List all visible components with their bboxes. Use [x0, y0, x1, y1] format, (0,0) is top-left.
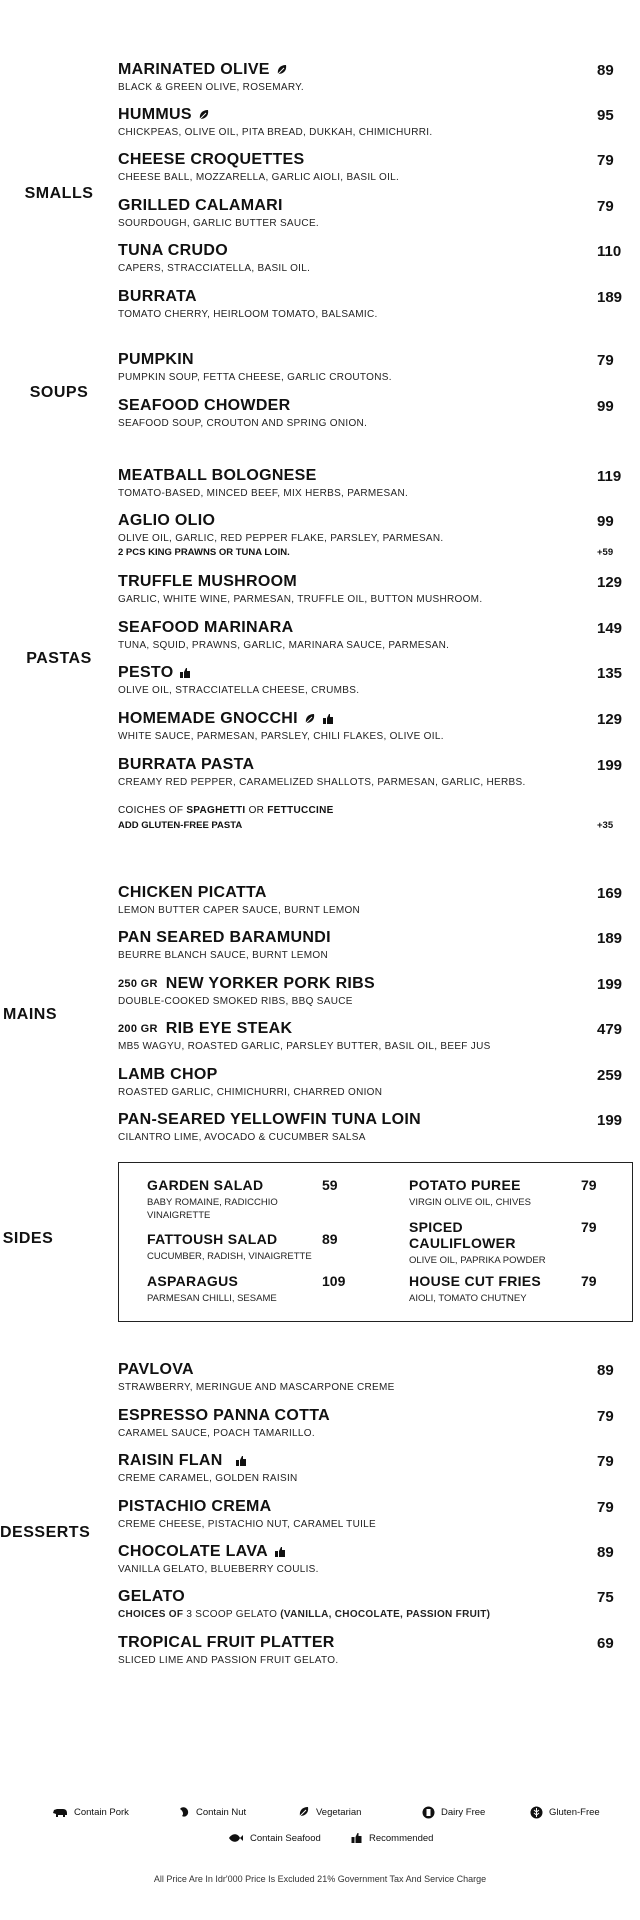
vegetarian-icon	[276, 64, 288, 76]
item-desc: DOUBLE-COOKED SMOKED RIBS, BBQ SAUCE	[118, 996, 353, 1007]
menu-item	[118, 928, 633, 961]
side-price: 79	[581, 1219, 597, 1235]
menu-item	[118, 1065, 633, 1098]
note-fettuccine: FETTUCCINE	[267, 805, 334, 816]
item-desc: TOMATO CHERRY, HEIRLOOM TOMATO, BALSAMIC.	[118, 309, 378, 320]
item-name: CHICKEN PICATTA	[118, 884, 267, 901]
item-desc: CREAMY RED PEPPER, CARAMELIZED SHALLOTS, PARMESAN, GARLIC, HERBS.	[118, 777, 526, 788]
item-name: LAMB CHOP	[118, 1066, 218, 1083]
item-price: 189	[597, 929, 623, 947]
side-name: FATTOUSH SALAD	[147, 1231, 278, 1247]
side-price: 59	[322, 1177, 338, 1193]
item-name: MARINATED OLIVE	[118, 61, 270, 78]
item-desc: VANILLA GELATO, BLUEBERRY COULIS.	[118, 1564, 319, 1575]
item-price: 110	[597, 242, 622, 260]
side-desc: OLIVE OIL, PAPRIKA POWDER	[409, 1255, 546, 1266]
item-name: MEATBALL BOLOGNESE	[118, 467, 317, 484]
recommended-icon	[350, 1832, 363, 1844]
item-desc: CREME CHEESE, PISTACHIO NUT, CARAMEL TUILE	[118, 1519, 377, 1530]
item-price: 169	[597, 884, 623, 902]
item-desc: CARAMEL SAUCE, POACH TAMARILLO.	[118, 1428, 315, 1439]
menu-item	[118, 883, 633, 916]
vegetarian-icon	[198, 109, 210, 121]
menu-item	[118, 1451, 633, 1484]
section-label-soups: SOUPS	[29, 384, 89, 401]
side-item	[147, 1177, 367, 1222]
item-name: SEAFOOD CHOWDER	[118, 397, 291, 414]
footer-note: All Price Are In Idr'000 Price Is Excluded 21% Government Tax And Service Charge	[153, 1874, 487, 1884]
item-price: 75	[597, 1588, 614, 1606]
section-label-pastas: PASTAS	[26, 650, 92, 667]
item-name: SEAFOOD MARINARA	[118, 619, 294, 636]
item-name: HOMEMADE GNOCCHI	[118, 710, 298, 727]
side-desc: BABY ROMAINE, RADICCHIO VINAIGRETTE	[147, 1197, 278, 1221]
item-name: RAISIN FLAN	[118, 1452, 223, 1469]
item-name: GELATO	[118, 1588, 185, 1605]
item-name: TUNA CRUDO	[118, 242, 228, 259]
legend-recommended	[350, 1832, 433, 1844]
menu-item	[118, 974, 633, 1007]
gluten-free-price: +35	[597, 820, 614, 831]
item-desc: CHEESE BALL, MOZZARELLA, GARLIC AIOLI, BASIL OIL.	[118, 172, 400, 183]
recommended-icon	[322, 713, 334, 725]
desc-part: 3 SCOOP GELATO	[186, 1609, 278, 1620]
item-desc: OLIVE OIL, STRACCIATELLA CHEESE, CRUMBS.	[118, 685, 360, 696]
item-desc: ROASTED GARLIC, CHIMICHURRI, CHARRED ONION	[118, 1087, 383, 1098]
item-name: CHEESE CROQUETTES	[118, 151, 305, 168]
side-price: 109	[322, 1273, 346, 1289]
legend-vegetarian	[298, 1806, 361, 1818]
item-desc	[118, 1609, 633, 1620]
item-name: PAVLOVA	[118, 1361, 194, 1378]
sides-box	[118, 1162, 633, 1322]
item-desc: CHICKPEAS, OLIVE OIL, PITA BREAD, DUKKAH, CHIMICHURRI.	[118, 127, 433, 138]
item-addon-price: +59	[597, 547, 614, 558]
side-item	[147, 1231, 367, 1263]
section-label-mains: MAINS	[2, 1006, 58, 1023]
side-item	[409, 1177, 629, 1209]
side-item	[147, 1273, 367, 1305]
item-price: 135	[597, 664, 623, 682]
item-desc: SLICED LIME AND PASSION FRUIT GELATO.	[118, 1655, 339, 1666]
desc-part: CHOICES OF	[118, 1609, 187, 1620]
item-price: 199	[597, 975, 623, 993]
item-name: NEW YORKER PORK RIBS	[165, 975, 375, 992]
item-price: 129	[597, 573, 623, 591]
legend-label: Contain Seafood	[250, 1832, 321, 1844]
side-price: 79	[581, 1273, 597, 1289]
dairy-free-icon	[422, 1806, 435, 1819]
item-desc: CILANTRO LIME, AVOCADO & CUCUMBER SALSA	[118, 1132, 366, 1143]
gluten-free-addon: ADD GLUTEN-FREE PASTA	[118, 820, 243, 831]
side-item	[409, 1273, 629, 1305]
side-desc: CUCUMBER, RADISH, VINAIGRETTE	[147, 1251, 312, 1262]
menu-item	[118, 1587, 633, 1620]
item-price: 199	[597, 756, 623, 774]
item-price: 189	[597, 288, 623, 306]
item-price: 99	[597, 512, 614, 530]
menu-item	[118, 1019, 633, 1052]
legend-label: Recommended	[369, 1832, 434, 1844]
vegetarian-icon	[304, 713, 316, 725]
legend-pork	[52, 1806, 129, 1818]
legend-label: Contain Pork	[74, 1806, 129, 1818]
item-name: AGLIO OLIO	[118, 512, 216, 529]
item-name: ESPRESSO PANNA COTTA	[118, 1407, 330, 1424]
menu-item	[118, 1633, 633, 1666]
side-price: 79	[581, 1177, 597, 1193]
menu-item	[118, 572, 633, 605]
item-desc: GARLIC, WHITE WINE, PARMESAN, TRUFFLE OIL, BUTTON MUSHROOM.	[118, 594, 483, 605]
item-price: 89	[597, 61, 614, 79]
item-price: 149	[597, 619, 623, 637]
item-desc: CAPERS, STRACCIATELLA, BASIL OIL.	[118, 263, 311, 274]
menu-item	[118, 1542, 633, 1575]
recommended-icon	[274, 1546, 286, 1558]
item-desc: PUMPKIN SOUP, FETTA CHEESE, GARLIC CROUTONS.	[118, 372, 392, 383]
legend-label: Gluten-Free	[549, 1807, 600, 1818]
item-addon: 2 PCS KING PRAWNS OR TUNA LOIN.	[118, 547, 290, 558]
recommended-icon	[179, 667, 191, 679]
menu-item	[118, 287, 633, 320]
side-desc: VIRGIN OLIVE OIL, CHIVES	[409, 1197, 531, 1208]
item-name: BURRATA	[118, 288, 197, 305]
item-name: RIB EYE STEAK	[165, 1020, 293, 1037]
legend-label: Contain Nut	[196, 1806, 247, 1818]
menu-item	[118, 755, 633, 788]
side-price: 89	[322, 1231, 338, 1247]
item-weight: 250 GR	[118, 978, 158, 990]
menu-item	[118, 1497, 633, 1530]
item-name: TROPICAL FRUIT PLATTER	[118, 1634, 335, 1651]
menu-item	[118, 396, 633, 429]
item-desc: LEMON BUTTER CAPER SAUCE, BURNT LEMON	[118, 905, 361, 916]
side-desc: AIOLI, TOMATO CHUTNEY	[409, 1293, 527, 1304]
section-label-desserts: DESSERTS	[0, 1524, 91, 1541]
menu-item	[118, 1360, 633, 1393]
item-name: CHOCOLATE LAVA	[118, 1543, 268, 1560]
item-desc: MB5 WAGYU, ROASTED GARLIC, PARSLEY BUTTER, BASIL OIL, BEEF JUS	[118, 1041, 491, 1052]
item-price: 89	[597, 1361, 614, 1379]
side-name: SPICED CAULIFLOWER	[409, 1219, 516, 1251]
item-price: 79	[597, 197, 614, 215]
item-name: HUMMUS	[118, 106, 192, 123]
item-desc: TUNA, SQUID, PRAWNS, GARLIC, MARINARA SAUCE, PARMESAN.	[118, 640, 450, 651]
section-label-smalls: SMALLS	[24, 185, 94, 202]
side-name: POTATO PUREE	[409, 1177, 521, 1193]
item-desc: OLIVE OIL, GARLIC, RED PEPPER FLAKE, PARSLEY, PARMESAN.	[118, 533, 444, 544]
gluten-free-icon	[530, 1806, 543, 1819]
item-price: 79	[597, 351, 614, 369]
item-desc: CREME CARAMEL, GOLDEN RAISIN	[118, 1473, 298, 1484]
item-price: 79	[597, 1498, 614, 1516]
item-name: TRUFFLE MUSHROOM	[118, 573, 298, 590]
menu-item	[118, 1406, 633, 1439]
item-desc: WHITE SAUCE, PARMESAN, PARSLEY, CHILI FLAKES, OLIVE OIL.	[118, 731, 444, 742]
item-price: 479	[597, 1020, 623, 1038]
item-price: 259	[597, 1066, 623, 1084]
item-price: 79	[597, 1407, 614, 1425]
seafood-icon	[228, 1832, 244, 1844]
note-text-or: OR	[245, 805, 268, 816]
legend-seafood	[228, 1832, 321, 1844]
menu-item	[118, 105, 633, 138]
item-desc: BLACK & GREEN OLIVE, ROSEMARY.	[118, 82, 304, 93]
item-price: 89	[597, 1543, 614, 1561]
menu-item	[118, 196, 633, 229]
side-name: HOUSE CUT FRIES	[409, 1273, 542, 1289]
item-name: PESTO	[118, 664, 174, 681]
menu-item	[118, 511, 633, 558]
menu-item	[118, 60, 633, 93]
pork-icon	[52, 1806, 68, 1818]
item-price: 99	[597, 397, 614, 415]
menu-item	[118, 466, 633, 499]
pasta-choice-note	[118, 805, 633, 831]
nut-icon	[178, 1806, 190, 1818]
item-price: 95	[597, 106, 614, 124]
menu-item	[118, 241, 633, 274]
legend-gluten	[530, 1806, 600, 1819]
item-name: PAN-SEARED YELLOWFIN TUNA LOIN	[118, 1111, 421, 1128]
item-desc: SOURDOUGH, GARLIC BUTTER SAUCE.	[118, 218, 319, 229]
item-name: PAN SEARED BARAMUNDI	[118, 929, 331, 946]
item-desc: TOMATO-BASED, MINCED BEEF, MIX HERBS, PARMESAN.	[118, 488, 409, 499]
recommended-icon	[235, 1455, 247, 1467]
item-price: 69	[597, 1634, 614, 1652]
side-desc: PARMESAN CHILLI, SESAME	[147, 1293, 277, 1304]
side-name: ASPARAGUS	[147, 1273, 239, 1289]
item-price: 199	[597, 1111, 623, 1129]
item-desc: SEAFOOD SOUP, CROUTON AND SPRING ONION.	[118, 418, 368, 429]
item-price: 79	[597, 151, 614, 169]
legend-dairy	[422, 1806, 485, 1819]
item-name: PUMPKIN	[118, 351, 194, 368]
menu-item	[118, 150, 633, 183]
menu-item	[118, 618, 633, 651]
section-label-sides: SIDES	[2, 1230, 54, 1247]
side-item	[409, 1219, 629, 1267]
side-name: GARDEN SALAD	[147, 1177, 264, 1193]
item-name: GRILLED CALAMARI	[118, 197, 283, 214]
legend-nut	[178, 1806, 246, 1818]
desc-part: (VANILLA, CHOCOLATE, PASSION FRUIT)	[277, 1609, 491, 1620]
menu-item	[118, 350, 633, 383]
item-name: BURRATA PASTA	[118, 756, 255, 773]
note-spaghetti: SPAGHETTI	[186, 805, 246, 816]
item-name: PISTACHIO CREMA	[118, 1498, 272, 1515]
menu-item	[118, 1110, 633, 1143]
item-desc: STRAWBERRY, MERINGUE AND MASCARPONE CREME	[118, 1382, 395, 1393]
item-desc: BEURRE BLANCH SAUCE, BURNT LEMON	[118, 950, 329, 961]
note-text: COICHES OF	[118, 805, 187, 816]
legend-label: Dairy Free	[441, 1807, 486, 1818]
item-weight: 200 GR	[118, 1023, 158, 1035]
item-price: 79	[597, 1452, 614, 1470]
legend-label: Vegetarian	[316, 1806, 362, 1818]
item-price: 119	[597, 467, 622, 485]
item-price: 129	[597, 710, 623, 728]
menu-item	[118, 663, 633, 696]
vegetarian-icon	[298, 1806, 310, 1818]
menu-item	[118, 709, 633, 742]
